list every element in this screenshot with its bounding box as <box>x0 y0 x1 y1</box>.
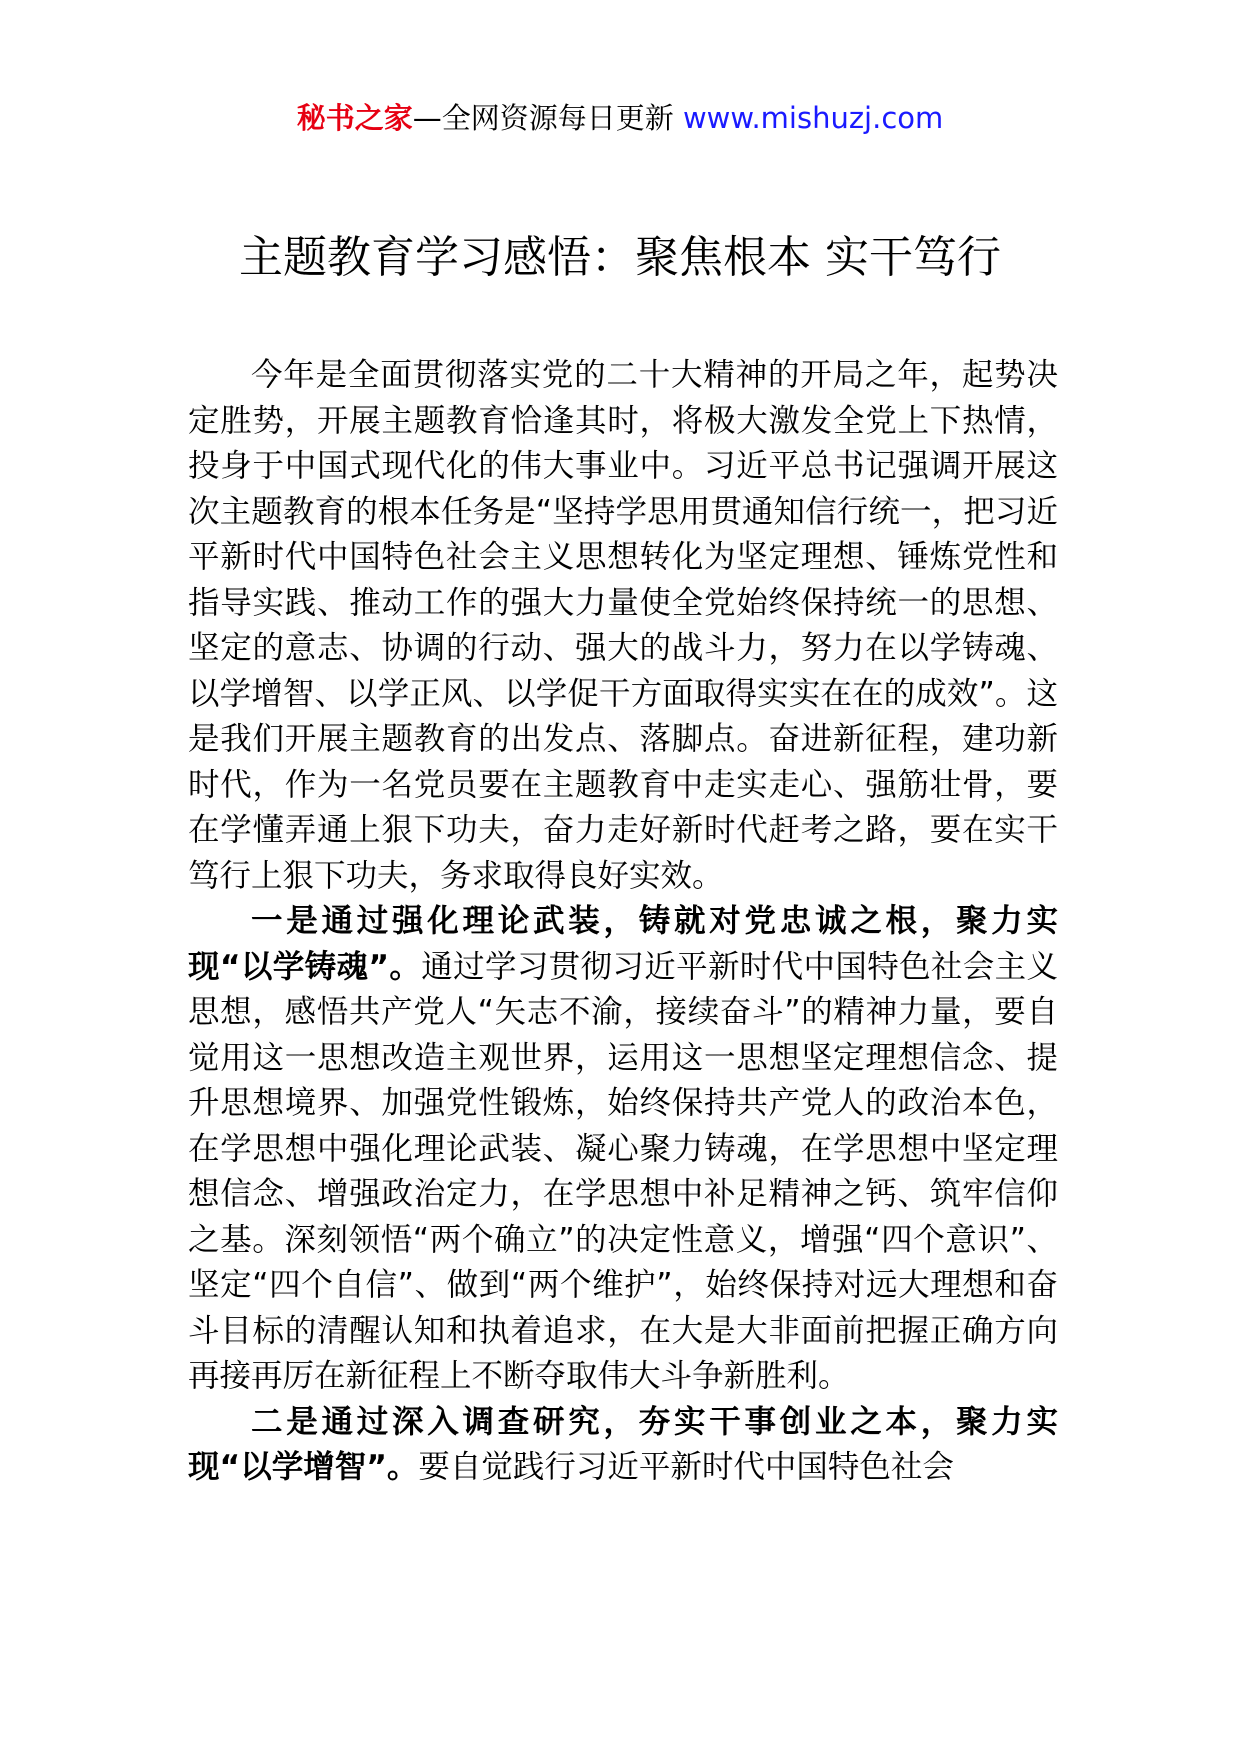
section-1-lead: 一是通过强化理论武装，铸就对党忠诚之根，聚力实现“以学铸魂”。 <box>188 903 1058 985</box>
site-brand: 秘书之家 <box>296 101 413 135</box>
site-tagline: —全网资源每日更新 <box>412 101 674 135</box>
section-1-paragraph <box>188 899 1058 1400</box>
section-1-text: 通过学习贯彻习近平新时代中国特色社会主义思想，感悟共产党人“矢志不渝，接续奋斗”的精神力量，要自觉用这一思想改造主观世界，运用这一思想坚定理想信念、提升思想境界、加强党性锻炼，始终保持共产党人的政治本色，在学思想中强化理论武装、凝心聚力铸魂，在学思想中坚定理想信念、增强政治定力，在学思想中补足精神之钙、筑牢信仰之基。深刻领悟“两个确立”的决定性意义，增强“四个意识”、坚定“四个自信”、做到“两个维护”，始终保持对远大理想和奋斗目标的清醒认知和执着追求，在大是大非面前把握正确方向再接再厉在新征程上不断夺取伟大斗争新胜利。 <box>188 948 1058 1394</box>
site-header-banner <box>0 98 1240 138</box>
section-2-paragraph <box>188 1400 1058 1491</box>
intro-paragraph: 今年是全面贯彻落实党的二十大精神的开局之年，起势决定胜势，开展主题教育恰逢其时，将极大激发全党上下热情，投身于中国式现代化的伟大事业中。习近平总书记强调开展这次主题教育的根本任务是“坚持学思用贯通知信行统一，把习近平新时代中国特色社会主义思想转化为坚定理想、锤炼党性和指导实践、推动工作的强大力量使全党始终保持统一的思想、坚定的意志、协调的行动、强大的战斗力，努力在以学铸魂、以学增智、以学正风、以学促干方面取得实实在在的成效”。这是我们开展主题教育的出发点、落脚点。奋进新征程，建功新时代，作为一名党员要在主题教育中走实走心、强筋壮骨，要在学懂弄通上狠下功夫，奋力走好新时代赶考之路，要在实干笃行上狠下功夫，务求取得良好实效。 <box>188 357 1058 894</box>
document-body <box>188 353 1058 1491</box>
document-title: 主题教育学习感悟：聚焦根本 实干笃行 <box>239 232 1001 283</box>
section-2-lead: 二是通过深入调查研究，夯实干事创业之本，聚力实现“以学增智”。 <box>188 1403 1058 1485</box>
site-url-link[interactable]: www.mishuzj.com <box>682 101 944 135</box>
section-2-text: 要自觉践行习近平新时代中国特色社会 <box>418 1449 954 1485</box>
